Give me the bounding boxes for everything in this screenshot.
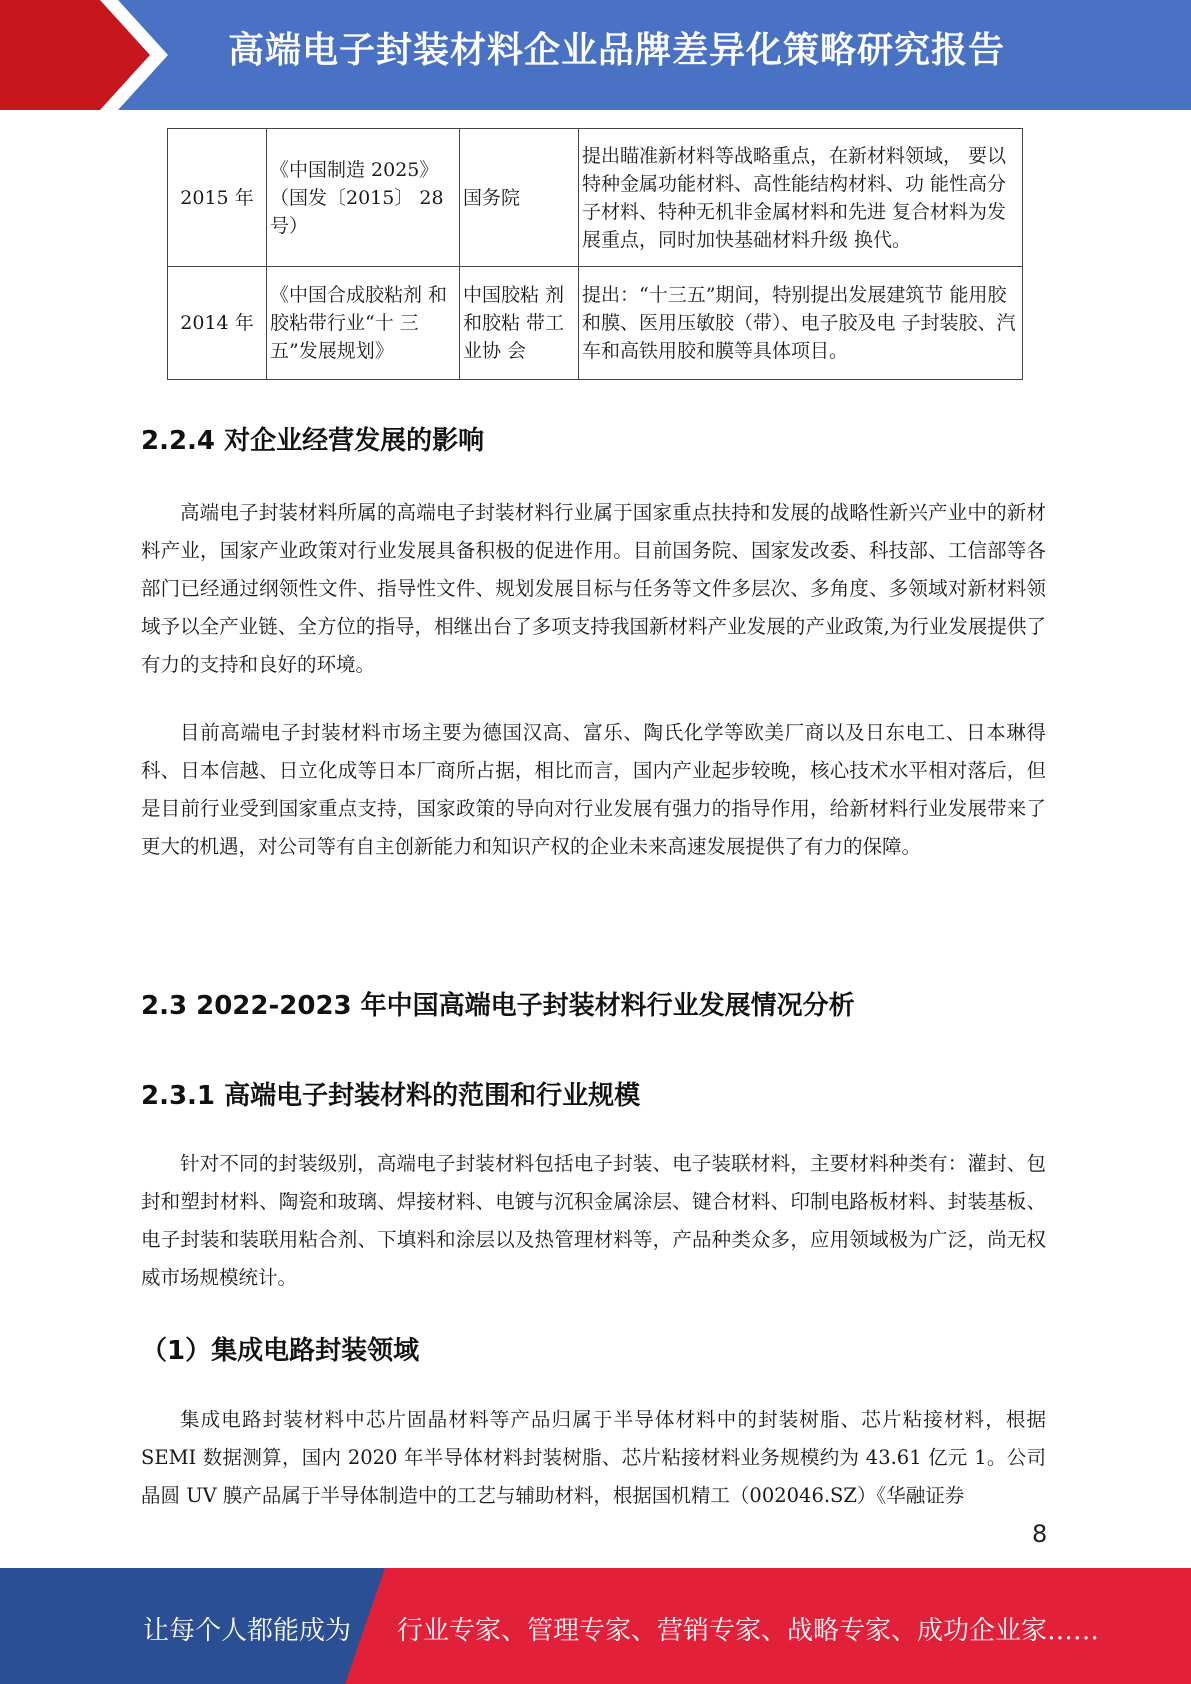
table-cell-description: 提出瞄准新材料等战略重点，在新材料领域， 要以特种金属功能材料、高性能结构材料、功 能性高分子材料、特种无机非金属材料和先进 复合材料为发展重点，同时加快基础材料升级 换代。 [579,129,1023,267]
table-row [168,267,1023,380]
table-row [168,129,1023,267]
section-heading-2-3: 2.3 2022-2023 年中国高端电子封装材料行业发展情况分析 [141,991,855,1021]
paragraph: 目前高端电子封装材料市场主要为德国汉高、富乐、陶氏化学等欧美厂商以及日东电工、日本琳得科、日本信越、日立化成等日本厂商所占据，相比而言，国内产业起步较晚，核心技术水平相对落后，但是目前行业受到国家重点支持，国家政策的导向对行业发展有强力的指导作用，给新材料行业发展带来了更大的机遇，对公司等有自主创新能力和知识产权的企业未来高速发展提供了有力的保障。 [141,721,1046,858]
table-cell-year: 2015 年 [168,129,267,267]
table-cell-issuer: 国务院 [460,129,579,267]
section-heading-2-2-4: 2.2.4 对企业经营发展的影响 [141,426,485,456]
section-heading-2-3-1: 2.3.1 高端电子封装材料的范围和行业规模 [141,1081,641,1111]
table-cell-issuer: 中国胶粘 剂和胶粘 带工业协 会 [460,267,579,380]
report-title: 高端电子封装材料企业品牌差异化策略研究报告 [228,30,1006,71]
page-number: 8 [1032,1520,1048,1548]
subsection-heading-ic-packaging: （1）集成电路封装领域 [141,1336,420,1366]
policy-table [167,128,1023,380]
page-header [0,0,1191,110]
table-cell-document: 《中国制造 2025》（国发〔2015〕 28 号） [267,129,460,267]
paragraph: 高端电子封装材料所属的高端电子封装材料行业属于国家重点扶持和发展的战略性新兴产业中的新材料产业，国家产业政策对行业发展具备积极的促进作用。目前国务院、国家发改委、科技部、工信部等各部门已经通过纲领性文件、指导性文件、规划发展目标与任务等文件多层次、多角度、多领域对新材料领域予以全产业链、全方位的指导，相继出台了多项支持我国新材料产业发展的产业政策,为行业发展提供了有力的支持和良好的环境。 [141,501,1046,676]
page-footer [0,1568,1191,1684]
table-cell-document: 《中国合成胶粘剂 和胶粘带行业“十 三五”发展规划》 [267,267,460,380]
paragraph: 集成电路封装材料中芯片固晶材料等产品归属于半导体材料中的封装树脂、芯片粘接材料，根据 SEMI 数据测算，国内 2020 年半导体材料封装树脂、芯片粘接材料业务规模约为 43.61 亿元 1。公司晶圆 UV 膜产品属于半导体制造中的工艺与辅助材料，根据国机精工（002046.SZ）《华融证券 [141,1408,1046,1507]
table-cell-year: 2014 年 [168,267,267,380]
footer-slogan-left: 让每个人都能成为 [143,1616,352,1646]
paragraph: 针对不同的封装级别，高端电子封装材料包括电子封装、电子装联材料，主要材料种类有：灌封、包封和塑封材料、陶瓷和玻璃、焊接材料、电镀与沉积金属涂层、键合材料、印制电路板材料、封装基板、电子封装和装联用粘合剂、下填料和涂层以及热管理材料等，产品种类众多，应用领域极为广泛，尚无权威市场规模统计。 [141,1152,1046,1289]
table-cell-description: 提出：“十三五”期间，特别提出发展建筑节 能用胶和膜、医用压敏胶（带）、电子胶及电 子封装胶、汽车和高铁用胶和膜等具体项目。 [579,267,1023,380]
footer-slogan-right: 行业专家、管理专家、营销专家、战略专家、成功企业家…… [397,1616,1100,1646]
